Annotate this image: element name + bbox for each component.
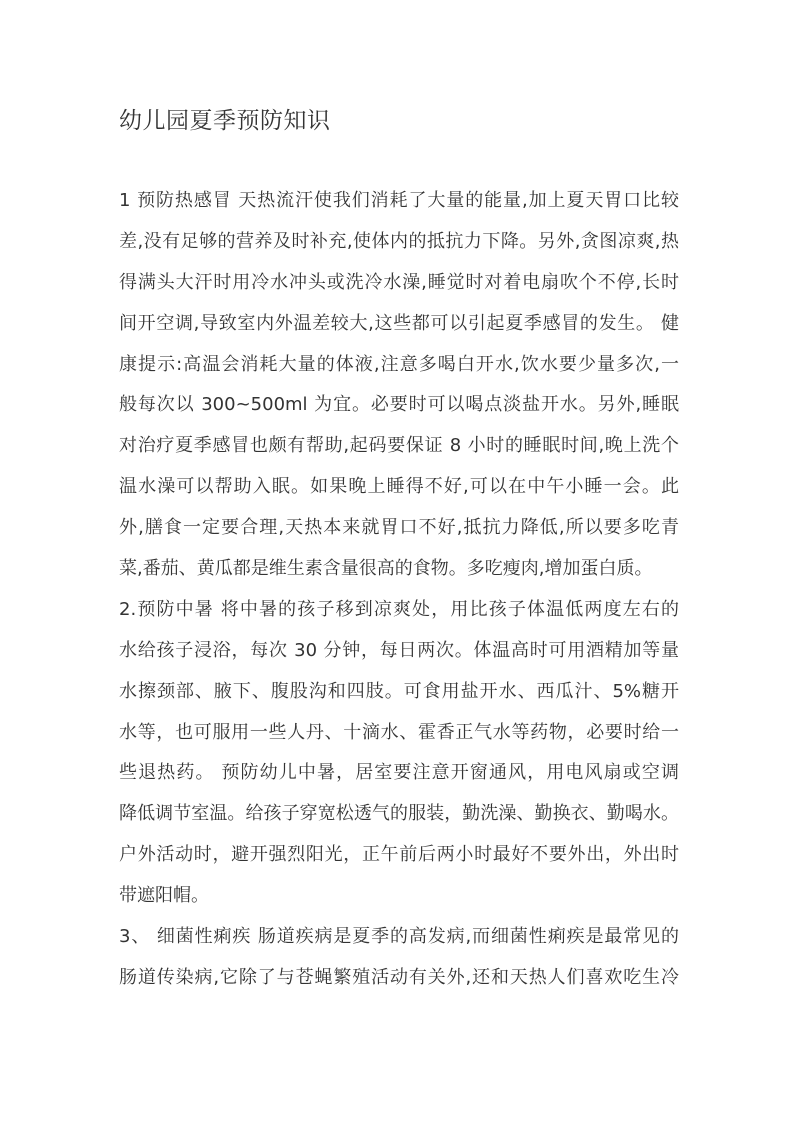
body-line: 菜,番茄、黄瓜都是维生素含量很高的食物。多吃瘦肉,增加蛋白质。 bbox=[119, 558, 653, 580]
body-line: 带遮阳帽。 bbox=[119, 885, 209, 907]
body-line: 水擦颈部、腋下、腹股沟和四肢。可食用盐开水、西瓜汁、5%糖开 bbox=[119, 680, 679, 702]
body-line: 差,没有足够的营养及时补充,使体内的抵抗力下降。另外,贪图凉爽,热 bbox=[119, 230, 679, 252]
body-line: 温水澡可以帮助入眠。如果晚上睡得不好,可以在中午小睡一会。此 bbox=[119, 476, 679, 498]
body-line: 般每次以 300~500ml 为宜。必要时可以喝点淡盐开水。另外,睡眠 bbox=[119, 394, 679, 416]
body-line: 户外活动时，避开强烈阳光，正午前后两小时最好不要外出，外出时 bbox=[119, 844, 679, 866]
document-title: 幼儿园夏季预防知识 bbox=[119, 108, 331, 134]
body-line: 康提示:高温会消耗大量的体液,注意多喝白开水,饮水要少量多次,一 bbox=[119, 353, 679, 375]
body-line: 肠道传染病,它除了与苍蝇繁殖活动有关外,还和天热人们喜欢吃生冷 bbox=[119, 966, 679, 988]
body-line: 水等，也可服用一些人丹、十滴水、霍香正气水等药物，必要时给一 bbox=[119, 721, 679, 743]
body-line: 3、 细菌性痢疾 肠道疾病是夏季的高发病,而细菌性痢疾是最常见的 bbox=[119, 926, 679, 948]
body-line: 水给孩子浸浴，每次 30 分钟，每日两次。体温高时可用酒精加等量 bbox=[119, 639, 679, 661]
body-line: 外,膳食一定要合理,天热本来就胃口不好,抵抗力降低,所以要多吃青 bbox=[119, 517, 679, 539]
body-line: 间开空调,导致室内外温差较大,这些都可以引起夏季感冒的发生。 健 bbox=[119, 312, 679, 334]
body-line: 对治疗夏季感冒也颇有帮助,起码要保证 8 小时的睡眠时间,晚上洗个 bbox=[119, 435, 679, 457]
body-line: 得满头大汗时用冷水冲头或洗冷水澡,睡觉时对着电扇吹个不停,长时 bbox=[119, 271, 679, 293]
body-line: 1 预防热感冒 天热流汗使我们消耗了大量的能量,加上夏天胃口比较 bbox=[119, 190, 679, 211]
body-line: 2.预防中暑 将中暑的孩子移到凉爽处，用比孩子体温低两度左右的 bbox=[119, 598, 679, 620]
document-body bbox=[119, 181, 679, 999]
body-line: 些退热药。 预防幼儿中暑，居室要注意开窗通风，用电风扇或空调 bbox=[119, 762, 679, 784]
body-line: 降低调节室温。给孩子穿宽松透气的服装，勤洗澡、勤换衣、勤喝水。 bbox=[119, 803, 679, 825]
